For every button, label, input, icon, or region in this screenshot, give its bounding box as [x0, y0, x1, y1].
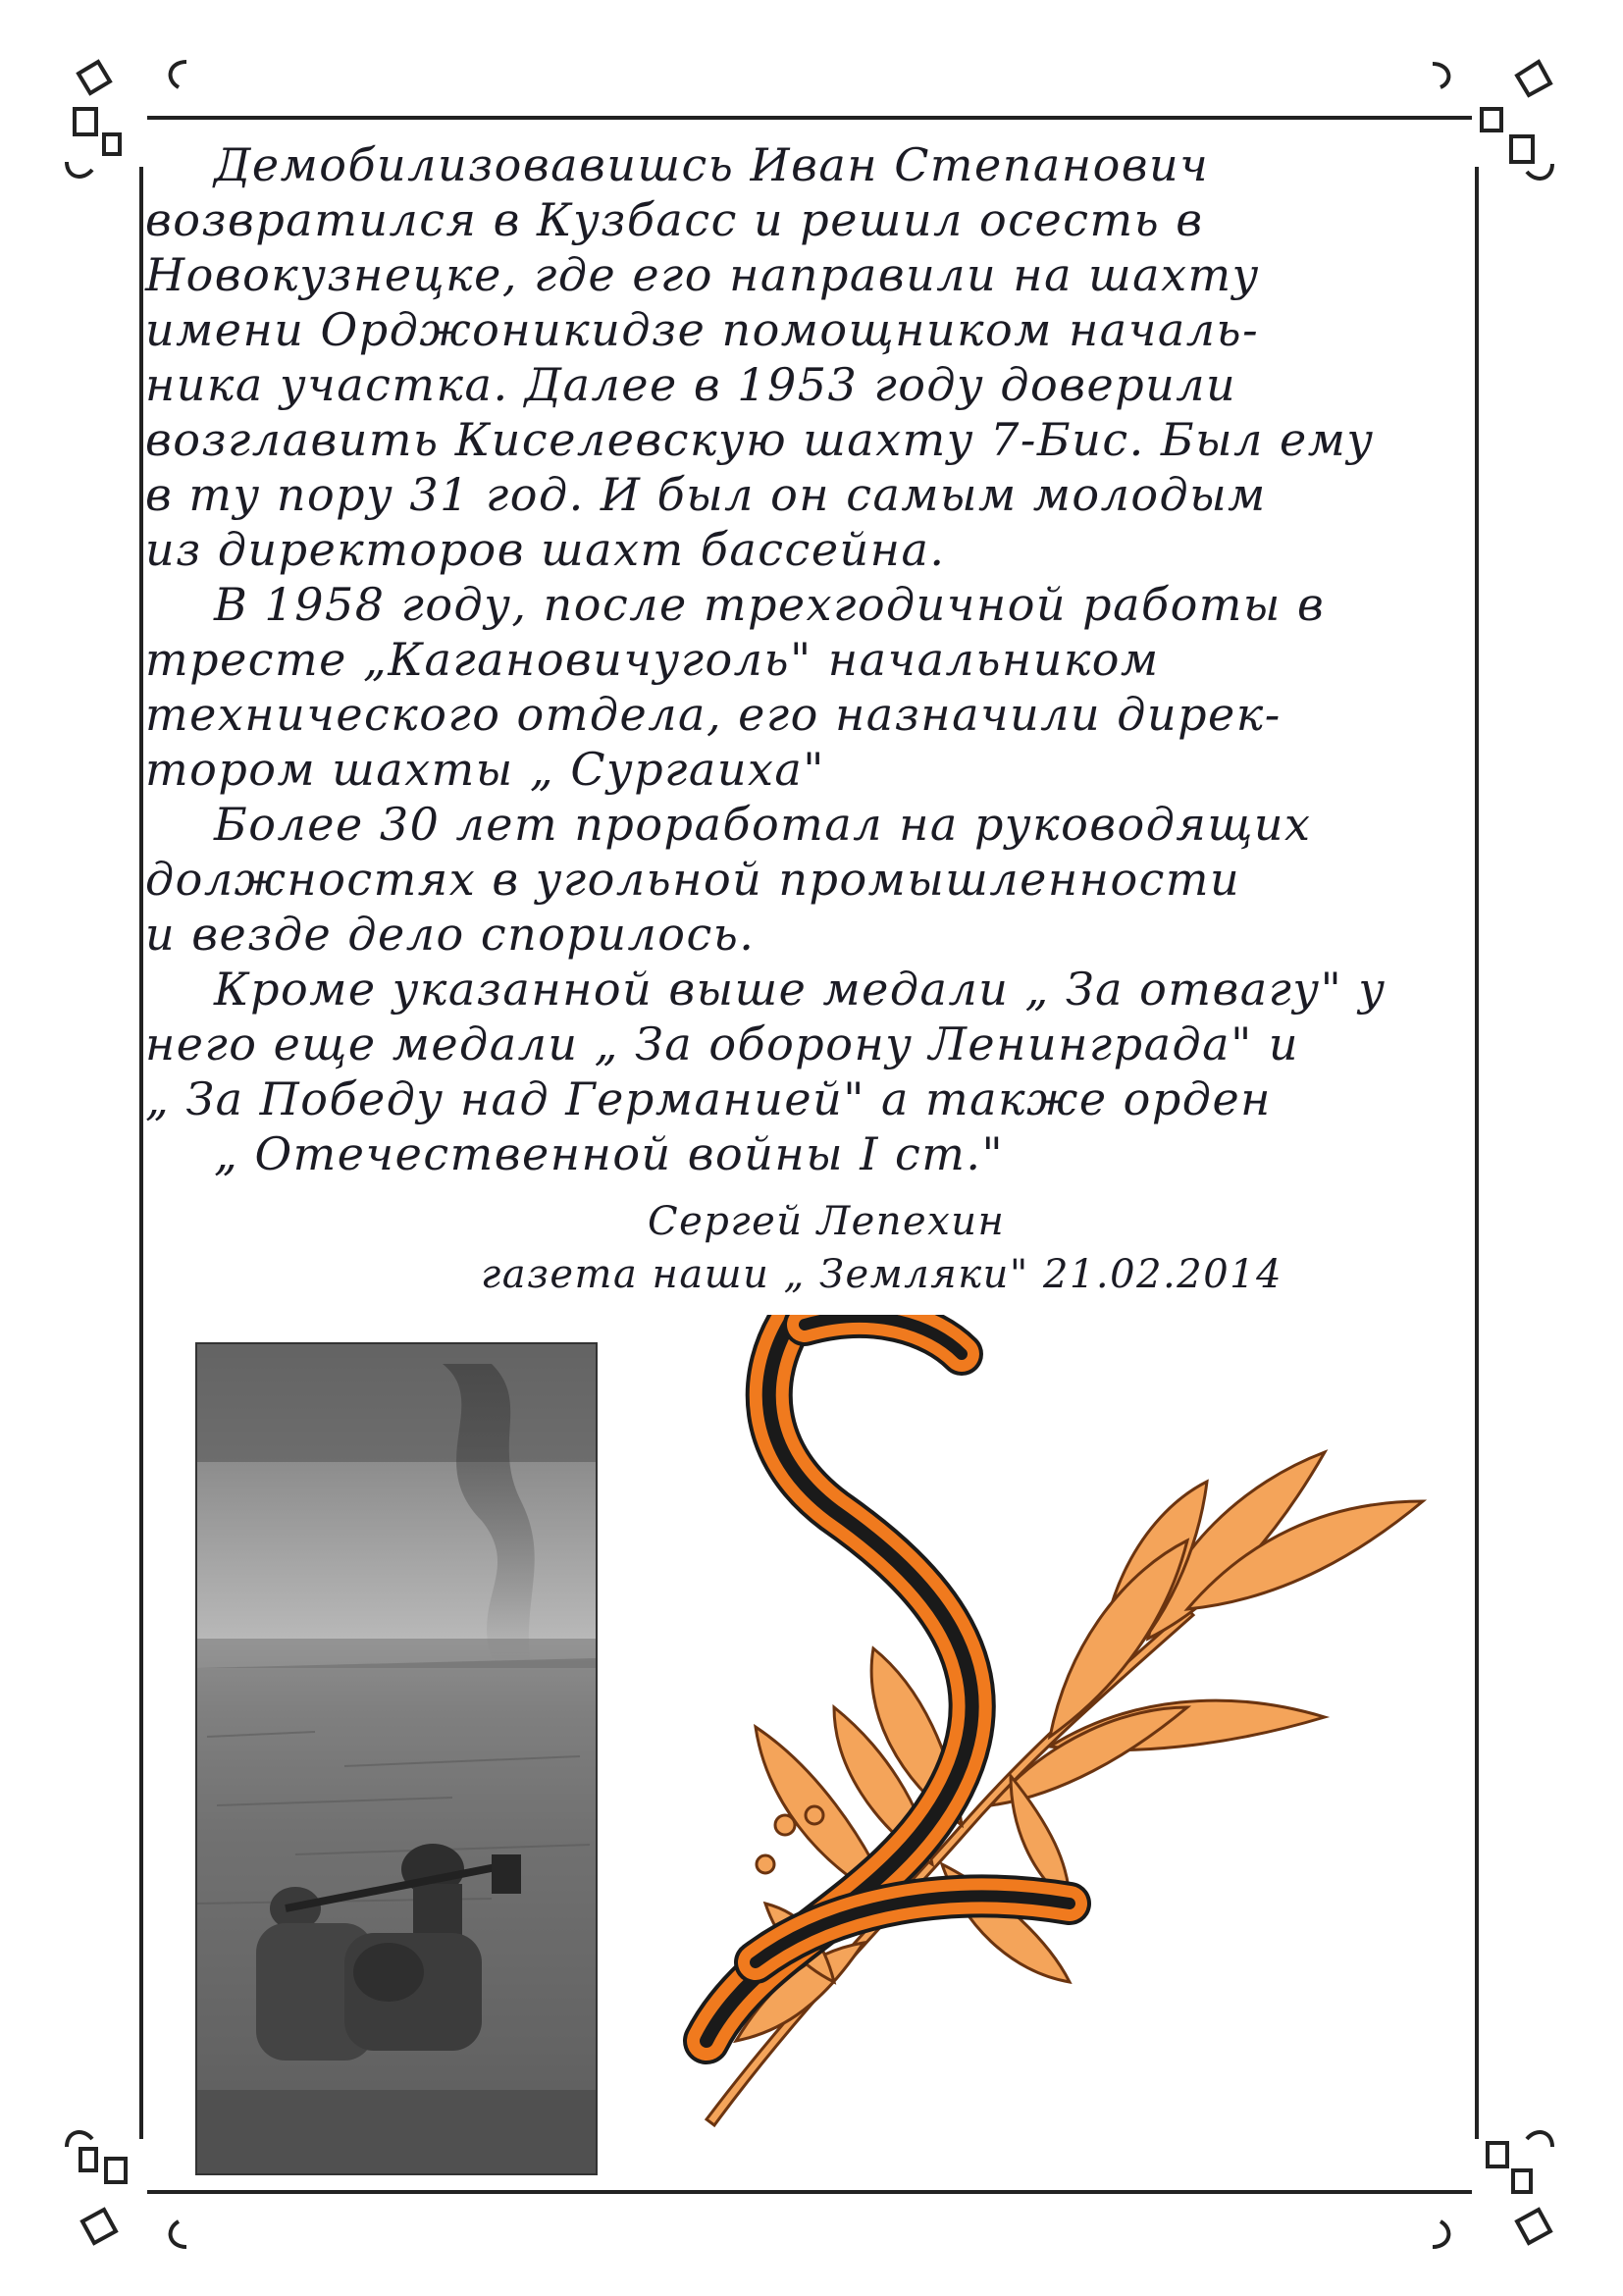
- article-line: должностях в угольной промышленности: [145, 853, 1241, 906]
- frame-bottom-border: [147, 2190, 1472, 2194]
- frame-left-border: [139, 167, 143, 2139]
- article-line: возвратился в Кузбасс и решил осесть в: [145, 193, 1204, 246]
- article-line: Кроме указанной выше медали „ За отвагу" у: [214, 963, 1387, 1016]
- article-line: тресте „Кагановичуголь" начальником: [145, 633, 1160, 686]
- article-line: и везде дело спорилось.: [145, 908, 756, 961]
- article-line: „ За Победу над Германией" а также орден: [145, 1072, 1272, 1125]
- corner-ornament-icon: [59, 2119, 196, 2257]
- article-line: В 1958 году, после трехгодичной работы в: [214, 578, 1326, 631]
- publication-source: газета наши „ Земляки" 21.02.2014: [481, 1252, 1283, 1297]
- frame-top-border: [147, 116, 1472, 120]
- article-line: тором шахты „ Сургаиха": [145, 743, 825, 796]
- article-line: Новокузнецке, где его направили на шахту: [145, 248, 1260, 301]
- article-line: него еще медали „ За оборону Ленинграда" и: [145, 1018, 1299, 1070]
- article-line: возглавить Киселевскую шахту 7-Бис. Был ему: [145, 413, 1375, 466]
- article-line: имени Орджоникидзе помощником началь-: [145, 303, 1260, 356]
- article-line: ника участка. Далее в 1953 году доверили: [145, 358, 1237, 411]
- article-line: в ту пору 31 год. И был он самым молодым: [145, 468, 1267, 521]
- article-line: Более 30 лет проработал на руководящих: [214, 798, 1312, 851]
- handwritten-article: [145, 137, 1465, 1181]
- war-photo: [195, 1342, 598, 2175]
- frame-right-border: [1475, 167, 1479, 2139]
- article-line: из директоров шахт бассейна.: [145, 523, 946, 576]
- author-name: Сергей Лепехин: [648, 1199, 1006, 1244]
- signature-block: [442, 1195, 1423, 1301]
- st-george-ribbon-branch: [638, 1315, 1462, 2178]
- article-line: Демобилизовавишсь Иван Степанович: [214, 138, 1210, 191]
- article-line: „ Отечественной войны I ст.": [214, 1127, 1005, 1180]
- article-line: технического отдела, его назначили дирек-: [145, 688, 1282, 741]
